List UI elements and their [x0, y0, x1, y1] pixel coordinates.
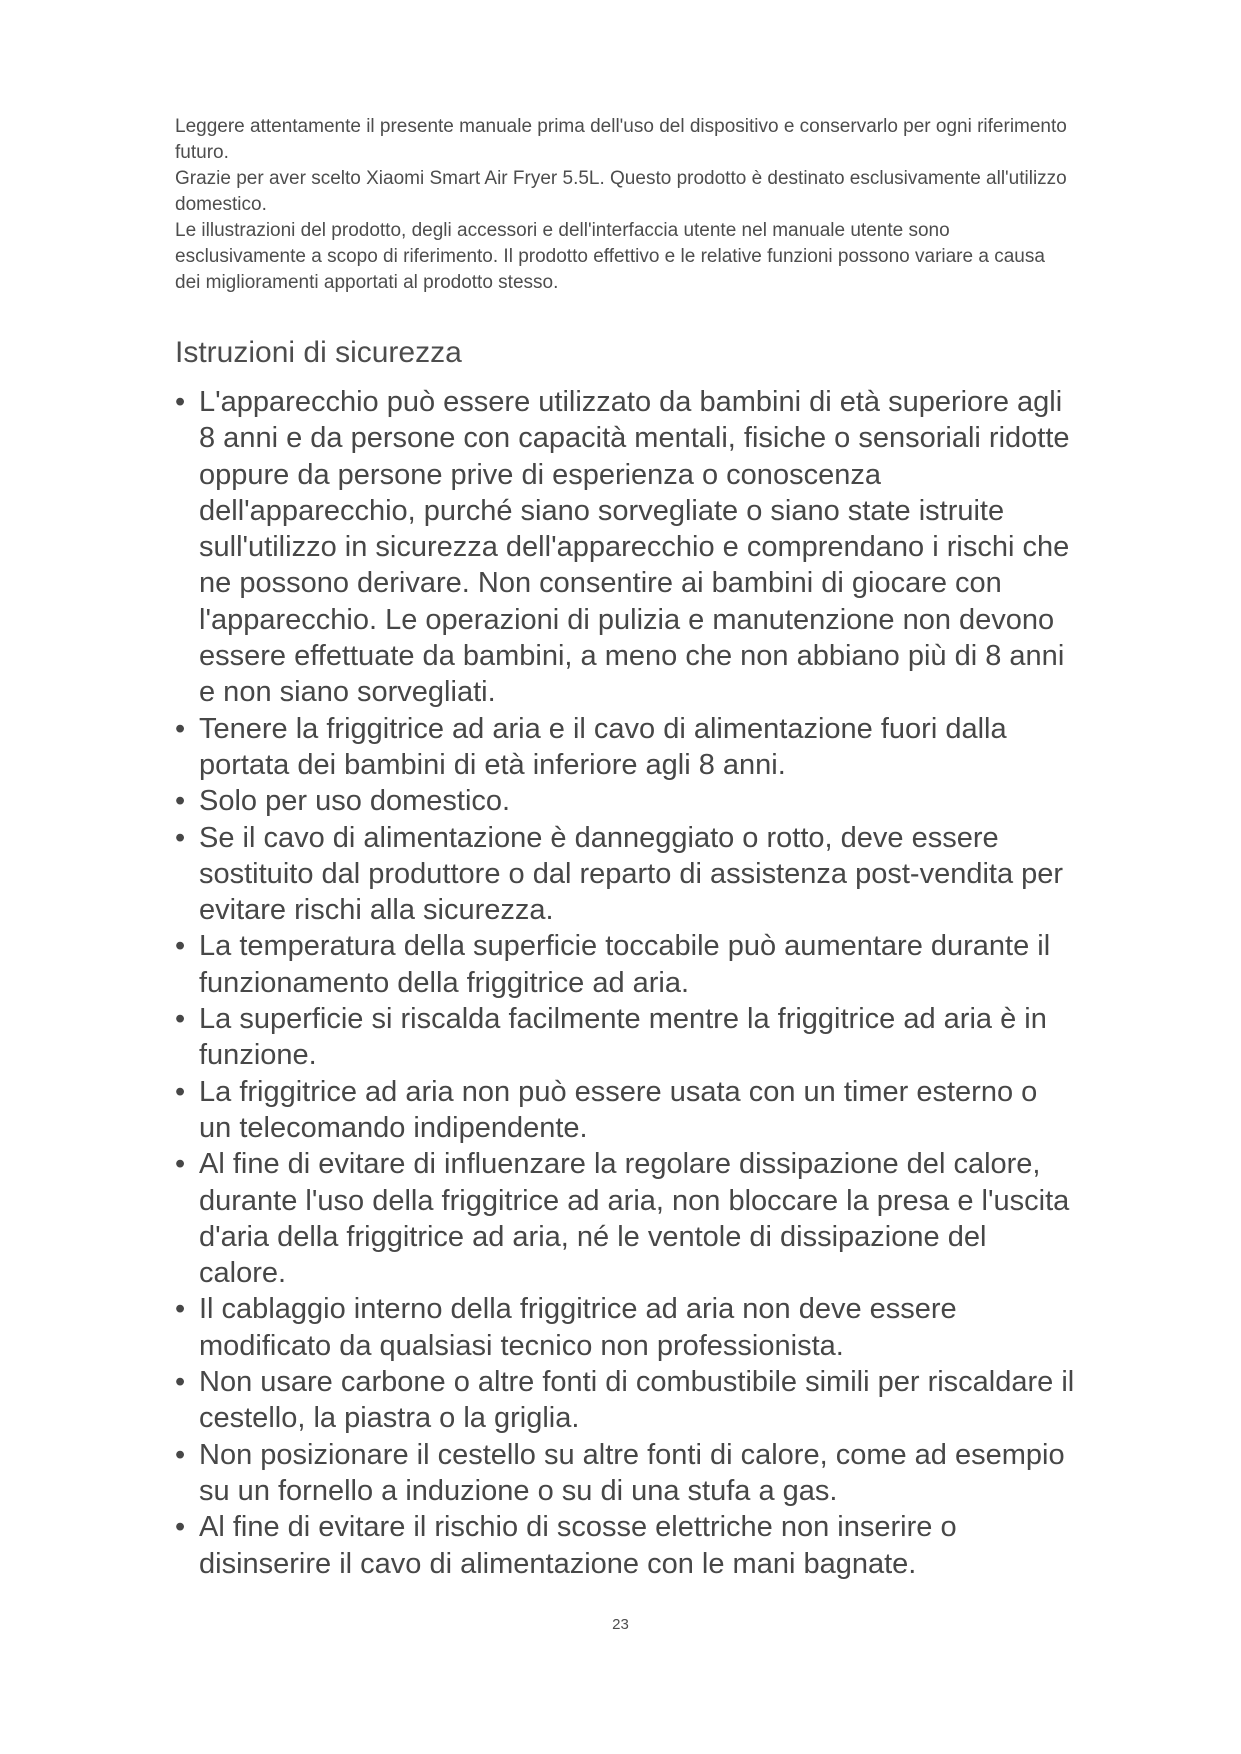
bullet-icon: •	[175, 785, 186, 818]
bullet-icon: •	[175, 821, 186, 854]
page-number: 23	[612, 1616, 629, 1633]
list-item	[175, 384, 1075, 711]
intro-text	[175, 114, 1075, 296]
list-item	[175, 711, 1075, 784]
bullet-icon: •	[175, 1003, 186, 1036]
intro-paragraph: Leggere attentamente il presente manuale prima dell'uso del dispositivo e conservarlo per ogni riferimento futuro.	[175, 116, 1067, 163]
bullet-icon: •	[175, 1148, 186, 1181]
list-item-text: Il cablaggio interno della friggitrice ad aria non deve essere modificato da qualsiasi tecnico non professionista.	[199, 1293, 957, 1362]
bullet-icon: •	[175, 1293, 186, 1326]
list-item	[175, 1146, 1075, 1291]
list-item	[175, 1291, 1075, 1364]
bullet-icon: •	[175, 1366, 186, 1399]
list-item-text: La superficie si riscalda facilmente mentre la friggitrice ad aria è in funzione.	[199, 1003, 1047, 1072]
section-title: Istruzioni di sicurezza	[175, 336, 462, 369]
list-item	[175, 1437, 1075, 1510]
list-item-text: Non posizionare il cestello su altre fonti di calore, come ad esempio su un fornello a induzione o su di una stufa a gas.	[199, 1438, 1065, 1507]
list-item-text: La temperatura della superficie toccabile può aumentare durante il funzionamento della friggitrice ad aria.	[199, 930, 1051, 999]
bullet-icon: •	[175, 1511, 186, 1544]
list-item-text: Non usare carbone o altre fonti di combustibile simili per riscaldare il cestello, la piastra o la griglia.	[199, 1366, 1075, 1435]
bullet-icon: •	[175, 386, 186, 418]
list-item-text: La friggitrice ad aria non può essere usata con un timer esterno o un telecomando indipendente.	[199, 1075, 1038, 1144]
list-item	[175, 1364, 1075, 1437]
list-item-text: Tenere la friggitrice ad aria e il cavo di alimentazione fuori dalla portata dei bambini di età inferiore agli 8 anni.	[199, 712, 1007, 781]
list-item-text: Al fine di evitare il rischio di scosse elettriche non inserire o disinserire il cavo di alimentazione con le mani bagnate.	[199, 1511, 957, 1580]
list-item-text: L'apparecchio può essere utilizzato da bambini di età superiore agli 8 anni e da persone con capacità mentali, fisiche o sensoriali ridotte oppure da persone prive di esperienza o conoscenza dell'apparecchio, purché siano sorvegliate o siano state istruite sull'utilizzo in sicurezza dell'apparecchio e comprendano i rischi che ne possono derivare. Non consentire ai bambini di giocare con l'apparecchio. Le operazioni di pulizia e manutenzione non devono essere effettuate da bambini, a meno che non abbiano più di 8 anni e non siano sorvegliati.	[199, 386, 1070, 709]
safety-instructions-list	[175, 384, 1075, 1582]
list-item-text: Al fine di evitare di influenzare la regolare dissipazione del calore, durante l'uso della friggitrice ad aria, non bloccare la presa e l'uscita d'aria della friggitrice ad aria, né le ventole di dissipazione del calore.	[199, 1148, 1070, 1290]
list-item-text: Solo per uso domestico.	[199, 785, 511, 818]
list-item	[175, 1074, 1075, 1147]
list-item	[175, 1509, 1075, 1582]
list-item	[175, 820, 1075, 929]
list-item	[175, 783, 1075, 819]
intro-paragraph: Le illustrazioni del prodotto, degli accessori e dell'interfaccia utente nel manuale utente sono esclusivamente a scopo di riferimento. Il prodotto effettivo e le relative funzioni possono variare a causa dei miglioramenti apportati al prodotto stesso.	[175, 220, 1045, 293]
intro-paragraph: Grazie per aver scelto Xiaomi Smart Air Fryer 5.5L. Questo prodotto è destinato esclusivamente all'utilizzo domestico.	[175, 168, 1067, 215]
list-item	[175, 928, 1075, 1001]
bullet-icon: •	[175, 1075, 186, 1108]
bullet-icon: •	[175, 712, 186, 745]
bullet-icon: •	[175, 1438, 186, 1471]
list-item-text: Se il cavo di alimentazione è danneggiato o rotto, deve essere sostituito dal produttore o dal reparto di assistenza post-vendita per evitare rischi alla sicurezza.	[199, 821, 1064, 927]
list-item	[175, 1001, 1075, 1074]
bullet-icon: •	[175, 930, 186, 963]
